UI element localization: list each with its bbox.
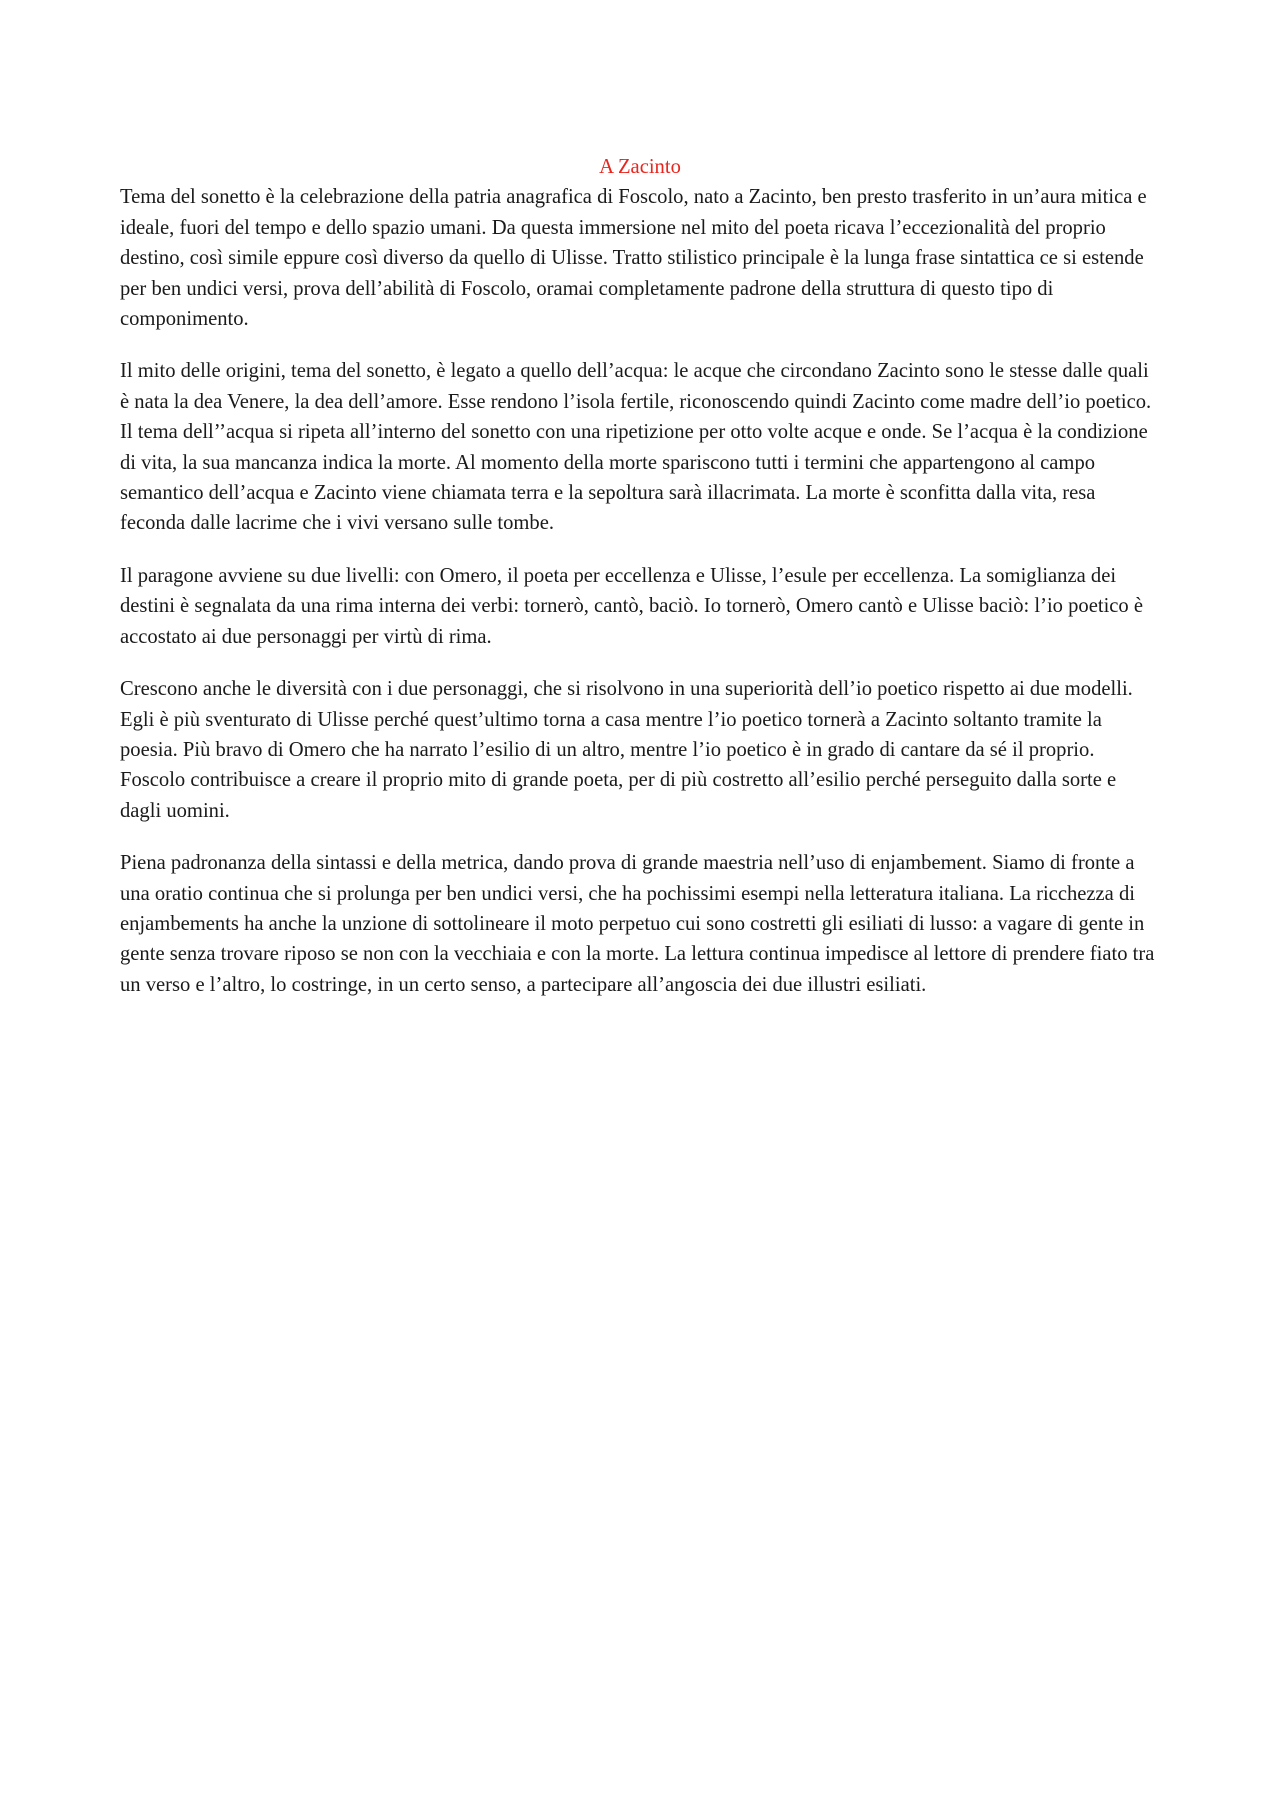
document-title: A Zacinto bbox=[599, 156, 681, 178]
paragraph-3: Il paragone avviene su due livelli: con Omero, il poeta per eccellenza e Ulisse, l’esule per eccellenza. La somiglianza dei destini è segnalata da una rima interna dei verbi: tornerò, cantò, baciò. Io tornerò, Omero cantò e Ulisse baciò: l’io poetico è accostato ai due personaggi per virtù di rima. bbox=[120, 564, 1144, 648]
paragraph-1: Tema del sonetto è la celebrazione della patria anagrafica di Foscolo, nato a Zacinto, ben presto trasferito in un’aura mitica e ideale, fuori del tempo e dello spazio umani. Da questa immersione nel mito del poeta ricava l’eccezionalità del proprio destino, così simile eppure così diverso da quello di Ulisse. Tratto stilistico principale è la lunga frase sintattica ce si estende per ben undici versi, prova dell’abilità di Foscolo, oramai completamente padrone della struttura di questo tipo di componimento. bbox=[120, 186, 1147, 331]
paragraph-2: Il mito delle origini, tema del sonetto, è legato a quello dell’acqua: le acque che circondano Zacinto sono le stesse dalle quali è nata la dea Venere, la dea dell’amore. Esse rendono l’isola fertile, riconoscendo quindi Zacinto come madre dell’io poetico. Il tema dell’’acqua si ripeta all’interno del sonetto con una ripetizione per otto volte acque e onde. Se l’acqua è la condizione di vita, la sua mancanza indica la morte. Al momento della morte spariscono tutti i termini che appartengono al campo semantico dell’acqua e Zacinto viene chiamata terra e la sepoltura sarà illacrimata. La morte è sconfitta dalla vita, resa feconda dalle lacrime che i vivi versano sulle tombe. bbox=[120, 360, 1152, 535]
document-body bbox=[120, 152, 1160, 1022]
paragraph-4: Crescono anche le diversità con i due personaggi, che si risolvono in una superiorità dell’io poetico rispetto ai due modelli. Egli è più sventurato di Ulisse perché quest’ultimo torna a casa mentre l’io poetico tornerà a Zacinto soltanto tramite la poesia. Più bravo di Omero che ha narrato l’esilio di un altro, mentre l’io poetico è in grado di cantare da sé il proprio. Foscolo contribuisce a creare il proprio mito di grande poeta, per di più costretto all’esilio perché perseguito dalla sorte e dagli uomini. bbox=[120, 678, 1133, 822]
paragraph-5: Piena padronanza della sintassi e della metrica, dando prova di grande maestria nell’uso di enjambement. Siamo di fronte a una oratio continua che si prolunga per ben undici versi, che ha pochissimi esempi nella letteratura italiana. La ricchezza di enjambements ha anche la unzione di sottolineare il moto perpetuo cui sono costretti gli esiliati di lusso: a vagare di gente in gente senza trovare riposo se non con la vecchiaia e con la morte. La lettura continua impedisce al lettore di prendere fiato tra un verso e l’altro, lo costringe, in un certo senso, a partecipare all’angoscia dei due illustri esiliati. bbox=[120, 852, 1155, 996]
